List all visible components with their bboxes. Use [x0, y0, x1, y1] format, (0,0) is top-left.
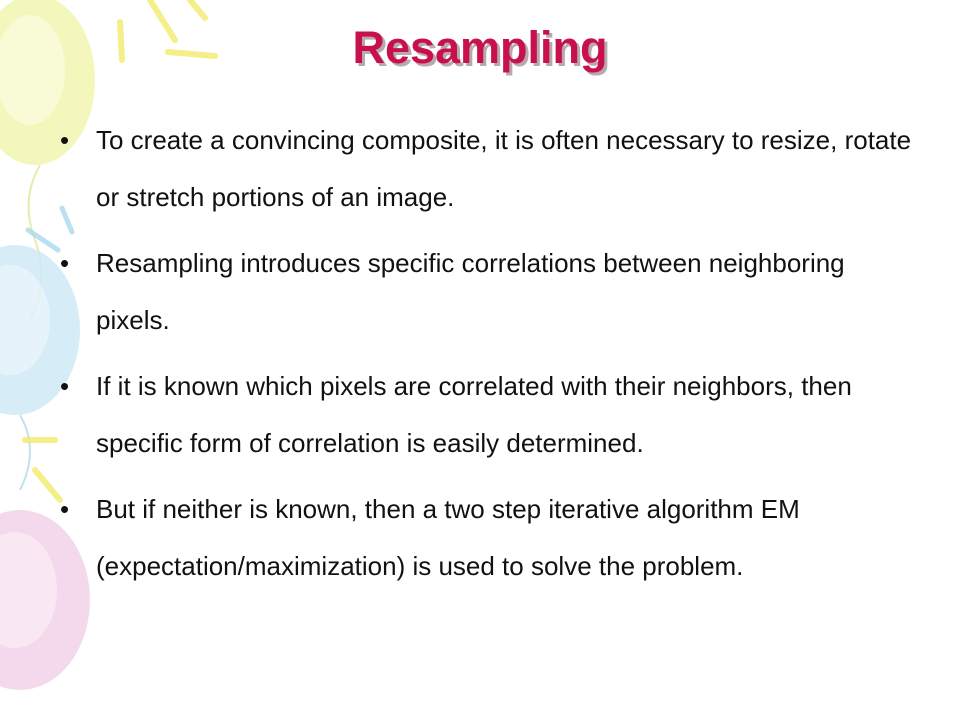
bullet-text: But if neither is known, then a two step iterative algorithm EM (expectation/maximization) is used to solve the problem. — [96, 494, 800, 581]
bullet-item — [60, 235, 920, 349]
bullet-list — [60, 112, 920, 604]
bullet-dot-icon: • — [60, 494, 70, 524]
bullet-item — [60, 481, 920, 595]
bullet-item — [60, 112, 920, 226]
bullet-dot-icon: • — [60, 125, 70, 155]
bullet-text: Resampling introduces specific correlations between neighboring pixels. — [96, 248, 845, 335]
bullet-text: To create a convincing composite, it is often necessary to resize, rotate or stretch portions of an image. — [96, 125, 912, 212]
bullet-dot-icon: • — [60, 371, 70, 401]
bullet-text: If it is known which pixels are correlated with their neighbors, then specific form of correlation is easily determined. — [96, 371, 852, 458]
bullet-item — [60, 358, 920, 472]
bullet-dot-icon: • — [60, 248, 70, 278]
slide-title: Resampling — [352, 22, 608, 73]
